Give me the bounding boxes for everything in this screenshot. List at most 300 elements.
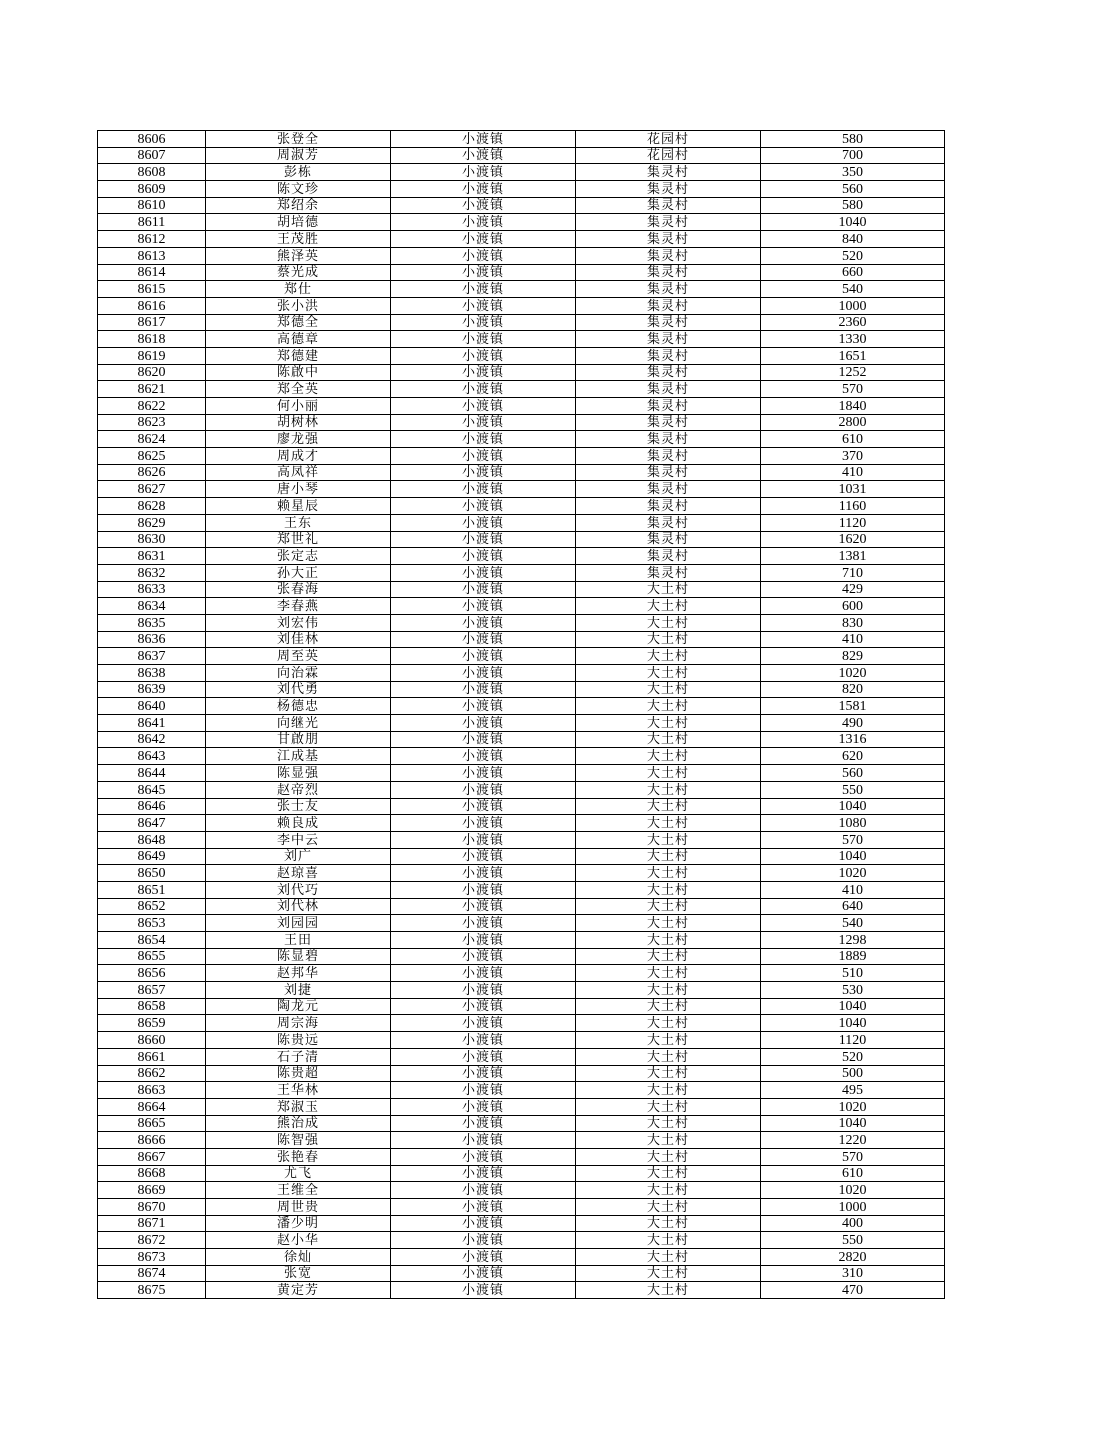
name-cell: 郑德建 <box>206 347 391 364</box>
village-cell: 集灵村 <box>576 448 761 465</box>
town-cell: 小渡镇 <box>391 698 576 715</box>
village-cell: 集灵村 <box>576 564 761 581</box>
village-cell: 大土村 <box>576 815 761 832</box>
row-number-cell: 8619 <box>98 347 206 364</box>
table-row <box>98 1082 945 1099</box>
village-cell: 大土村 <box>576 1215 761 1232</box>
town-cell: 小渡镇 <box>391 481 576 498</box>
row-number-cell: 8639 <box>98 681 206 698</box>
row-number-cell: 8624 <box>98 431 206 448</box>
table-row <box>98 548 945 565</box>
town-cell: 小渡镇 <box>391 514 576 531</box>
name-cell: 郑德全 <box>206 314 391 331</box>
village-cell: 集灵村 <box>576 398 761 415</box>
village-cell: 集灵村 <box>576 514 761 531</box>
table-row <box>98 131 945 148</box>
name-cell: 张宽 <box>206 1265 391 1282</box>
amount-cell: 470 <box>761 1282 945 1299</box>
row-number-cell: 8636 <box>98 631 206 648</box>
name-cell: 张小洪 <box>206 297 391 314</box>
town-cell: 小渡镇 <box>391 748 576 765</box>
town-cell: 小渡镇 <box>391 1115 576 1132</box>
row-number-cell: 8633 <box>98 581 206 598</box>
row-number-cell: 8661 <box>98 1048 206 1065</box>
town-cell: 小渡镇 <box>391 164 576 181</box>
amount-cell: 1040 <box>761 214 945 231</box>
table-row <box>98 297 945 314</box>
name-cell: 高德章 <box>206 331 391 348</box>
table-row <box>98 1215 945 1232</box>
village-cell: 集灵村 <box>576 297 761 314</box>
amount-cell: 410 <box>761 881 945 898</box>
table-row <box>98 1165 945 1182</box>
row-number-cell: 8635 <box>98 614 206 631</box>
town-cell: 小渡镇 <box>391 381 576 398</box>
table-row <box>98 564 945 581</box>
row-number-cell: 8656 <box>98 965 206 982</box>
row-number-cell: 8623 <box>98 414 206 431</box>
table-body <box>98 131 945 1299</box>
village-cell: 大土村 <box>576 848 761 865</box>
name-cell: 石子清 <box>206 1048 391 1065</box>
town-cell: 小渡镇 <box>391 948 576 965</box>
amount-cell: 540 <box>761 915 945 932</box>
amount-cell: 540 <box>761 281 945 298</box>
table-row <box>98 181 945 198</box>
name-cell: 潘少明 <box>206 1215 391 1232</box>
row-number-cell: 8653 <box>98 915 206 932</box>
name-cell: 何小丽 <box>206 398 391 415</box>
village-cell: 大土村 <box>576 982 761 999</box>
village-cell: 集灵村 <box>576 498 761 515</box>
town-cell: 小渡镇 <box>391 1182 576 1199</box>
amount-cell: 1120 <box>761 1032 945 1049</box>
name-cell: 张定志 <box>206 548 391 565</box>
table-row <box>98 1098 945 1115</box>
row-number-cell: 8672 <box>98 1232 206 1249</box>
amount-cell: 840 <box>761 231 945 248</box>
amount-cell: 829 <box>761 648 945 665</box>
town-cell: 小渡镇 <box>391 932 576 949</box>
name-cell: 孙大正 <box>206 564 391 581</box>
town-cell: 小渡镇 <box>391 214 576 231</box>
name-cell: 陶龙元 <box>206 998 391 1015</box>
table-row <box>98 1132 945 1149</box>
village-cell: 大土村 <box>576 998 761 1015</box>
name-cell: 周宗海 <box>206 1015 391 1032</box>
row-number-cell: 8662 <box>98 1065 206 1082</box>
row-number-cell: 8671 <box>98 1215 206 1232</box>
name-cell: 陈智强 <box>206 1132 391 1149</box>
town-cell: 小渡镇 <box>391 681 576 698</box>
table-row <box>98 631 945 648</box>
town-cell: 小渡镇 <box>391 1165 576 1182</box>
village-cell: 大土村 <box>576 648 761 665</box>
amount-cell: 570 <box>761 831 945 848</box>
table-row <box>98 965 945 982</box>
name-cell: 江成基 <box>206 748 391 765</box>
amount-cell: 350 <box>761 164 945 181</box>
town-cell: 小渡镇 <box>391 331 576 348</box>
table-row <box>98 398 945 415</box>
name-cell: 李春燕 <box>206 598 391 615</box>
table-row <box>98 214 945 231</box>
row-number-cell: 8607 <box>98 147 206 164</box>
town-cell: 小渡镇 <box>391 1199 576 1216</box>
amount-cell: 2820 <box>761 1249 945 1266</box>
table-row <box>98 364 945 381</box>
amount-cell: 370 <box>761 448 945 465</box>
table-row <box>98 982 945 999</box>
amount-cell: 560 <box>761 181 945 198</box>
village-cell: 大土村 <box>576 698 761 715</box>
name-cell: 郑全英 <box>206 381 391 398</box>
row-number-cell: 8632 <box>98 564 206 581</box>
name-cell: 尤飞 <box>206 1165 391 1182</box>
village-cell: 大土村 <box>576 731 761 748</box>
name-cell: 彭栋 <box>206 164 391 181</box>
amount-cell: 1000 <box>761 1199 945 1216</box>
village-cell: 集灵村 <box>576 464 761 481</box>
town-cell: 小渡镇 <box>391 297 576 314</box>
village-cell: 大土村 <box>576 865 761 882</box>
table-row <box>98 231 945 248</box>
table-row <box>98 948 945 965</box>
town-cell: 小渡镇 <box>391 364 576 381</box>
village-cell: 集灵村 <box>576 548 761 565</box>
village-cell: 集灵村 <box>576 414 761 431</box>
name-cell: 杨德忠 <box>206 698 391 715</box>
row-number-cell: 8652 <box>98 898 206 915</box>
name-cell: 张艳春 <box>206 1148 391 1165</box>
amount-cell: 1316 <box>761 731 945 748</box>
amount-cell: 1620 <box>761 531 945 548</box>
table-row <box>98 581 945 598</box>
table-row <box>98 498 945 515</box>
amount-cell: 580 <box>761 197 945 214</box>
row-number-cell: 8664 <box>98 1098 206 1115</box>
town-cell: 小渡镇 <box>391 131 576 148</box>
table-row <box>98 1048 945 1065</box>
town-cell: 小渡镇 <box>391 648 576 665</box>
table-row <box>98 264 945 281</box>
town-cell: 小渡镇 <box>391 848 576 865</box>
name-cell: 张登全 <box>206 131 391 148</box>
table-row <box>98 1182 945 1199</box>
town-cell: 小渡镇 <box>391 715 576 732</box>
name-cell: 陈文珍 <box>206 181 391 198</box>
name-cell: 赵琼喜 <box>206 865 391 882</box>
name-cell: 赵小华 <box>206 1232 391 1249</box>
town-cell: 小渡镇 <box>391 798 576 815</box>
table-row <box>98 164 945 181</box>
amount-cell: 1040 <box>761 1115 945 1132</box>
village-cell: 花园村 <box>576 131 761 148</box>
name-cell: 王田 <box>206 932 391 949</box>
name-cell: 王华林 <box>206 1082 391 1099</box>
row-number-cell: 8621 <box>98 381 206 398</box>
amount-cell: 710 <box>761 564 945 581</box>
village-cell: 大土村 <box>576 1199 761 1216</box>
amount-cell: 1889 <box>761 948 945 965</box>
amount-cell: 410 <box>761 464 945 481</box>
town-cell: 小渡镇 <box>391 1265 576 1282</box>
town-cell: 小渡镇 <box>391 1048 576 1065</box>
table-row <box>98 881 945 898</box>
table-row <box>98 1199 945 1216</box>
name-cell: 刘代巧 <box>206 881 391 898</box>
name-cell: 赵帝烈 <box>206 781 391 798</box>
name-cell: 周至英 <box>206 648 391 665</box>
name-cell: 甘啟朋 <box>206 731 391 748</box>
village-cell: 大土村 <box>576 715 761 732</box>
name-cell: 郑世礼 <box>206 531 391 548</box>
table-row <box>98 798 945 815</box>
town-cell: 小渡镇 <box>391 314 576 331</box>
village-cell: 大土村 <box>576 681 761 698</box>
village-cell: 集灵村 <box>576 164 761 181</box>
table-row <box>98 431 945 448</box>
village-cell: 大土村 <box>576 898 761 915</box>
amount-cell: 520 <box>761 1048 945 1065</box>
row-number-cell: 8614 <box>98 264 206 281</box>
town-cell: 小渡镇 <box>391 1249 576 1266</box>
village-cell: 集灵村 <box>576 181 761 198</box>
village-cell: 大土村 <box>576 1232 761 1249</box>
village-cell: 集灵村 <box>576 281 761 298</box>
row-number-cell: 8629 <box>98 514 206 531</box>
name-cell: 刘代林 <box>206 898 391 915</box>
table-row <box>98 932 945 949</box>
amount-cell: 1120 <box>761 514 945 531</box>
name-cell: 刘佳林 <box>206 631 391 648</box>
village-cell: 大土村 <box>576 831 761 848</box>
table-row <box>98 1015 945 1032</box>
row-number-cell: 8643 <box>98 748 206 765</box>
village-cell: 花园村 <box>576 147 761 164</box>
row-number-cell: 8645 <box>98 781 206 798</box>
amount-cell: 580 <box>761 131 945 148</box>
town-cell: 小渡镇 <box>391 998 576 1015</box>
town-cell: 小渡镇 <box>391 965 576 982</box>
amount-cell: 550 <box>761 781 945 798</box>
table-row <box>98 865 945 882</box>
table-row <box>98 1148 945 1165</box>
amount-cell: 510 <box>761 965 945 982</box>
village-cell: 大土村 <box>576 1265 761 1282</box>
village-cell: 大土村 <box>576 1132 761 1149</box>
table-row <box>98 848 945 865</box>
village-cell: 大土村 <box>576 765 761 782</box>
table-row <box>98 831 945 848</box>
row-number-cell: 8646 <box>98 798 206 815</box>
table-row <box>98 598 945 615</box>
amount-cell: 830 <box>761 614 945 631</box>
table-row <box>98 681 945 698</box>
table-row <box>98 347 945 364</box>
row-number-cell: 8613 <box>98 247 206 264</box>
village-cell: 大土村 <box>576 1249 761 1266</box>
row-number-cell: 8650 <box>98 865 206 882</box>
name-cell: 向治霖 <box>206 665 391 682</box>
village-cell: 大土村 <box>576 1148 761 1165</box>
table-row <box>98 815 945 832</box>
town-cell: 小渡镇 <box>391 982 576 999</box>
row-number-cell: 8659 <box>98 1015 206 1032</box>
town-cell: 小渡镇 <box>391 498 576 515</box>
amount-cell: 550 <box>761 1232 945 1249</box>
town-cell: 小渡镇 <box>391 1232 576 1249</box>
row-number-cell: 8608 <box>98 164 206 181</box>
amount-cell: 1330 <box>761 331 945 348</box>
name-cell: 陈显强 <box>206 765 391 782</box>
name-cell: 王维全 <box>206 1182 391 1199</box>
table-row <box>98 281 945 298</box>
village-cell: 大土村 <box>576 965 761 982</box>
amount-cell: 1020 <box>761 1098 945 1115</box>
amount-cell: 1581 <box>761 698 945 715</box>
name-cell: 陈显碧 <box>206 948 391 965</box>
row-number-cell: 8669 <box>98 1182 206 1199</box>
town-cell: 小渡镇 <box>391 1215 576 1232</box>
row-number-cell: 8675 <box>98 1282 206 1299</box>
amount-cell: 500 <box>761 1065 945 1082</box>
row-number-cell: 8630 <box>98 531 206 548</box>
amount-cell: 520 <box>761 247 945 264</box>
row-number-cell: 8610 <box>98 197 206 214</box>
table-row <box>98 414 945 431</box>
row-number-cell: 8651 <box>98 881 206 898</box>
amount-cell: 310 <box>761 1265 945 1282</box>
town-cell: 小渡镇 <box>391 448 576 465</box>
row-number-cell: 8637 <box>98 648 206 665</box>
row-number-cell: 8615 <box>98 281 206 298</box>
name-cell: 陈啟中 <box>206 364 391 381</box>
town-cell: 小渡镇 <box>391 1148 576 1165</box>
town-cell: 小渡镇 <box>391 347 576 364</box>
village-cell: 大土村 <box>576 881 761 898</box>
village-cell: 集灵村 <box>576 247 761 264</box>
amount-cell: 620 <box>761 748 945 765</box>
town-cell: 小渡镇 <box>391 531 576 548</box>
table-row <box>98 247 945 264</box>
table-row <box>98 998 945 1015</box>
village-cell: 大土村 <box>576 948 761 965</box>
amount-cell: 560 <box>761 765 945 782</box>
row-number-cell: 8663 <box>98 1082 206 1099</box>
village-cell: 大土村 <box>576 781 761 798</box>
amount-cell: 1298 <box>761 932 945 949</box>
row-number-cell: 8642 <box>98 731 206 748</box>
table-row <box>98 448 945 465</box>
town-cell: 小渡镇 <box>391 231 576 248</box>
amount-cell: 1031 <box>761 481 945 498</box>
amount-cell: 1840 <box>761 398 945 415</box>
row-number-cell: 8647 <box>98 815 206 832</box>
town-cell: 小渡镇 <box>391 631 576 648</box>
row-number-cell: 8628 <box>98 498 206 515</box>
table-row <box>98 197 945 214</box>
name-cell: 郑淑玉 <box>206 1098 391 1115</box>
name-cell: 熊泽英 <box>206 247 391 264</box>
table-row <box>98 314 945 331</box>
row-number-cell: 8611 <box>98 214 206 231</box>
table-row <box>98 381 945 398</box>
amount-cell: 820 <box>761 681 945 698</box>
name-cell: 王东 <box>206 514 391 531</box>
row-number-cell: 8655 <box>98 948 206 965</box>
row-number-cell: 8644 <box>98 765 206 782</box>
amount-cell: 610 <box>761 431 945 448</box>
name-cell: 赖良成 <box>206 815 391 832</box>
town-cell: 小渡镇 <box>391 564 576 581</box>
amount-cell: 660 <box>761 264 945 281</box>
name-cell: 徐灿 <box>206 1249 391 1266</box>
town-cell: 小渡镇 <box>391 881 576 898</box>
amount-cell: 1381 <box>761 548 945 565</box>
table-row <box>98 1249 945 1266</box>
table-row <box>98 331 945 348</box>
village-cell: 大土村 <box>576 1015 761 1032</box>
row-number-cell: 8631 <box>98 548 206 565</box>
name-cell: 张春海 <box>206 581 391 598</box>
table-row <box>98 481 945 498</box>
town-cell: 小渡镇 <box>391 1065 576 1082</box>
row-number-cell: 8634 <box>98 598 206 615</box>
table-row <box>98 915 945 932</box>
village-cell: 大土村 <box>576 748 761 765</box>
name-cell: 郑绍余 <box>206 197 391 214</box>
town-cell: 小渡镇 <box>391 831 576 848</box>
table-row <box>98 1232 945 1249</box>
town-cell: 小渡镇 <box>391 1015 576 1032</box>
town-cell: 小渡镇 <box>391 598 576 615</box>
name-cell: 蔡光成 <box>206 264 391 281</box>
town-cell: 小渡镇 <box>391 665 576 682</box>
name-cell: 赵邦华 <box>206 965 391 982</box>
row-number-cell: 8660 <box>98 1032 206 1049</box>
name-cell: 黄定芳 <box>206 1282 391 1299</box>
name-cell: 刘广 <box>206 848 391 865</box>
row-number-cell: 8616 <box>98 297 206 314</box>
table-row <box>98 1065 945 1082</box>
name-cell: 刘园园 <box>206 915 391 932</box>
table-row <box>98 1032 945 1049</box>
village-cell: 大土村 <box>576 932 761 949</box>
town-cell: 小渡镇 <box>391 1282 576 1299</box>
amount-cell: 1220 <box>761 1132 945 1149</box>
amount-cell: 1020 <box>761 865 945 882</box>
row-number-cell: 8673 <box>98 1249 206 1266</box>
amount-cell: 1040 <box>761 998 945 1015</box>
town-cell: 小渡镇 <box>391 398 576 415</box>
name-cell: 陈贵超 <box>206 1065 391 1082</box>
table-row <box>98 648 945 665</box>
row-number-cell: 8657 <box>98 982 206 999</box>
village-cell: 集灵村 <box>576 481 761 498</box>
row-number-cell: 8665 <box>98 1115 206 1132</box>
town-cell: 小渡镇 <box>391 781 576 798</box>
village-cell: 大土村 <box>576 614 761 631</box>
table-row <box>98 531 945 548</box>
town-cell: 小渡镇 <box>391 1098 576 1115</box>
name-cell: 熊治成 <box>206 1115 391 1132</box>
table-row <box>98 514 945 531</box>
table-row <box>98 1265 945 1282</box>
table-row <box>98 147 945 164</box>
village-cell: 集灵村 <box>576 314 761 331</box>
table-row <box>98 464 945 481</box>
